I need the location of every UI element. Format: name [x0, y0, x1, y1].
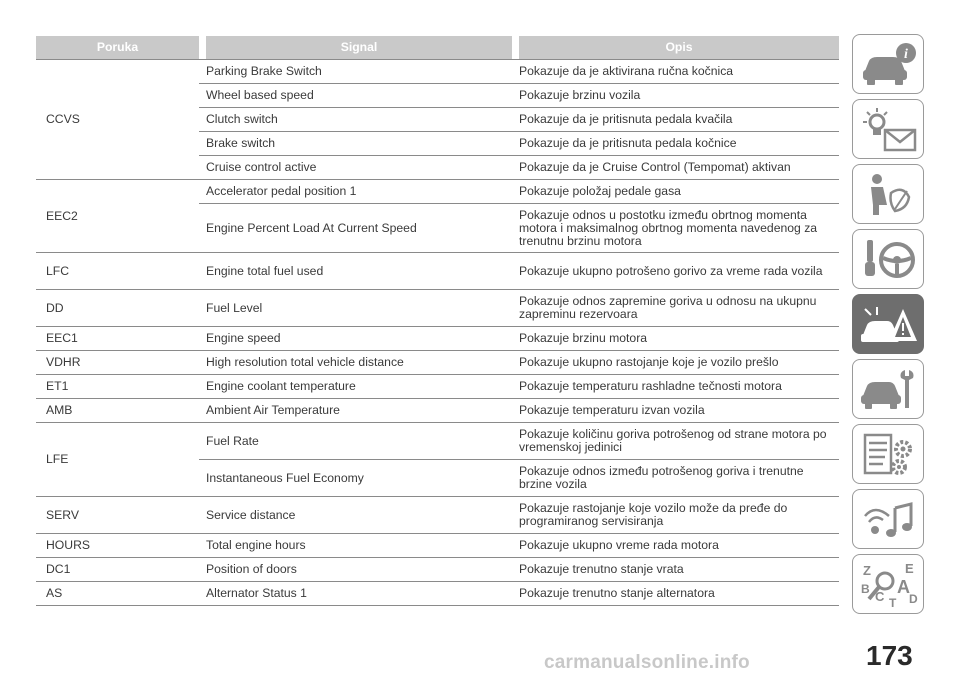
header-opis: Opis [519, 36, 839, 60]
table-row [36, 582, 839, 606]
message-cell: VDHR [36, 351, 199, 375]
table-row [36, 290, 839, 327]
description-cell: Pokazuje odnos između potrošenog goriva i trenutne brzine vozila [519, 460, 839, 497]
message-cell: AS [36, 582, 199, 606]
table-row [36, 375, 839, 399]
tab-safety[interactable] [852, 164, 924, 224]
warning-lights-icon [859, 106, 919, 154]
tab-servicing-care[interactable] [852, 359, 924, 419]
table-row [36, 423, 839, 460]
message-cell: EEC2 [36, 180, 199, 253]
signal-cell: Ambient Air Temperature [206, 399, 512, 423]
index-letter: D [909, 592, 918, 606]
table-row [36, 327, 839, 351]
signal-cell: Total engine hours [206, 534, 512, 558]
description-cell: Pokazuje položaj pedale gasa [519, 180, 839, 204]
signal-cell: Service distance [206, 497, 512, 534]
signal-table-container [36, 36, 839, 606]
table-row [36, 180, 839, 204]
table-row [36, 253, 839, 290]
message-cell: LFC [36, 253, 199, 290]
page-number: 173 [866, 640, 913, 671]
car-info-icon [859, 41, 919, 89]
table-row [36, 399, 839, 423]
technical-data-icon [859, 431, 919, 479]
table-row [36, 351, 839, 375]
table-row [36, 497, 839, 534]
description-cell: Pokazuje brzinu motora [519, 327, 839, 351]
signal-cell: Accelerator pedal position 1 [206, 180, 512, 204]
index-letter: A [897, 577, 910, 597]
description-cell: Pokazuje količinu goriva potrošenog od strane motora po vremenskoj jedinici [519, 423, 839, 460]
tab-technical-data[interactable] [852, 424, 924, 484]
description-cell: Pokazuje temperaturu rashladne tečnosti motora [519, 375, 839, 399]
signal-cell: Parking Brake Switch [206, 60, 512, 84]
tab-in-an-emergency[interactable] [852, 294, 924, 354]
signal-cell: Position of doors [206, 558, 512, 582]
table-row [36, 60, 839, 84]
signal-cell: Brake switch [206, 132, 512, 156]
multimedia-icon [859, 496, 919, 544]
description-cell: Pokazuje da je pritisnuta pedala kvačila [519, 108, 839, 132]
signal-cell: Clutch switch [206, 108, 512, 132]
message-cell: EEC1 [36, 327, 199, 351]
message-cell: DC1 [36, 558, 199, 582]
message-cell: ET1 [36, 375, 199, 399]
signal-cell: Cruise control active [206, 156, 512, 180]
tab-multimedia[interactable] [852, 489, 924, 549]
tab-index[interactable] [852, 554, 924, 614]
message-cell: SERV [36, 497, 199, 534]
description-cell: Pokazuje da je aktivirana ručna kočnica [519, 60, 839, 84]
message-cell: LFE [36, 423, 199, 497]
description-cell: Pokazuje odnos zapremine goriva u odnosu na ukupnu zapreminu rezervoara [519, 290, 839, 327]
tab-car-info[interactable] [852, 34, 924, 94]
table-row [36, 534, 839, 558]
description-cell: Pokazuje da je Cruise Control (Tempomat) aktivan [519, 156, 839, 180]
header-signal: Signal [206, 36, 512, 60]
index-letter: E [905, 561, 914, 576]
description-cell: Pokazuje temperaturu izvan vozila [519, 399, 839, 423]
index-letter: Z [863, 563, 871, 578]
description-cell: Pokazuje ukupno rastojanje koje je vozilo prešlo [519, 351, 839, 375]
emergency-triangle-icon [859, 301, 919, 349]
svg-text:i: i [904, 47, 908, 62]
signal-cell: High resolution total vehicle distance [206, 351, 512, 375]
description-cell: Pokazuje ukupno potrošeno gorivo za vreme rada vozila [519, 253, 839, 290]
car-maintenance-icon [859, 366, 919, 414]
safety-airbag-icon [859, 171, 919, 219]
signal-cell: Engine Percent Load At Current Speed [206, 204, 512, 253]
signal-cell: Engine total fuel used [206, 253, 512, 290]
signal-cell: Engine coolant temperature [206, 375, 512, 399]
signal-cell: Alternator Status 1 [206, 582, 512, 606]
description-cell: Pokazuje brzinu vozila [519, 84, 839, 108]
signal-cell: Instantaneous Fuel Economy [206, 460, 512, 497]
steering-wheel-icon [859, 236, 919, 284]
header-poruka: Poruka [36, 36, 199, 60]
message-cell: AMB [36, 399, 199, 423]
chapter-tabs [852, 34, 926, 619]
alphabetical-index-icon [859, 561, 919, 609]
signal-table [36, 36, 839, 606]
message-cell: CCVS [36, 60, 199, 180]
index-letter: C [875, 589, 885, 604]
signal-cell: Fuel Rate [206, 423, 512, 460]
tab-starting-driving[interactable] [852, 229, 924, 289]
description-cell: Pokazuje trenutno stanje alternatora [519, 582, 839, 606]
signal-cell: Fuel Level [206, 290, 512, 327]
table-header-row [36, 36, 839, 60]
watermark: carmanualsonline.info [544, 652, 750, 673]
description-cell: Pokazuje trenutno stanje vrata [519, 558, 839, 582]
description-cell: Pokazuje odnos u postotku između obrtnog momenta motora i maksimalnog obrtnog momenta navedenog za trenutnu brzinu motora [519, 204, 839, 253]
index-letter: B [861, 582, 870, 596]
description-cell: Pokazuje rastojanje koje vozilo može da pređe do programiranog servisiranja [519, 497, 839, 534]
signal-cell: Engine speed [206, 327, 512, 351]
message-cell: DD [36, 290, 199, 327]
tab-warning-lights[interactable] [852, 99, 924, 159]
message-cell: HOURS [36, 534, 199, 558]
table-row [36, 558, 839, 582]
index-letter: T [889, 596, 897, 609]
description-cell: Pokazuje da je pritisnuta pedala kočnice [519, 132, 839, 156]
signal-cell: Wheel based speed [206, 84, 512, 108]
description-cell: Pokazuje ukupno vreme rada motora [519, 534, 839, 558]
